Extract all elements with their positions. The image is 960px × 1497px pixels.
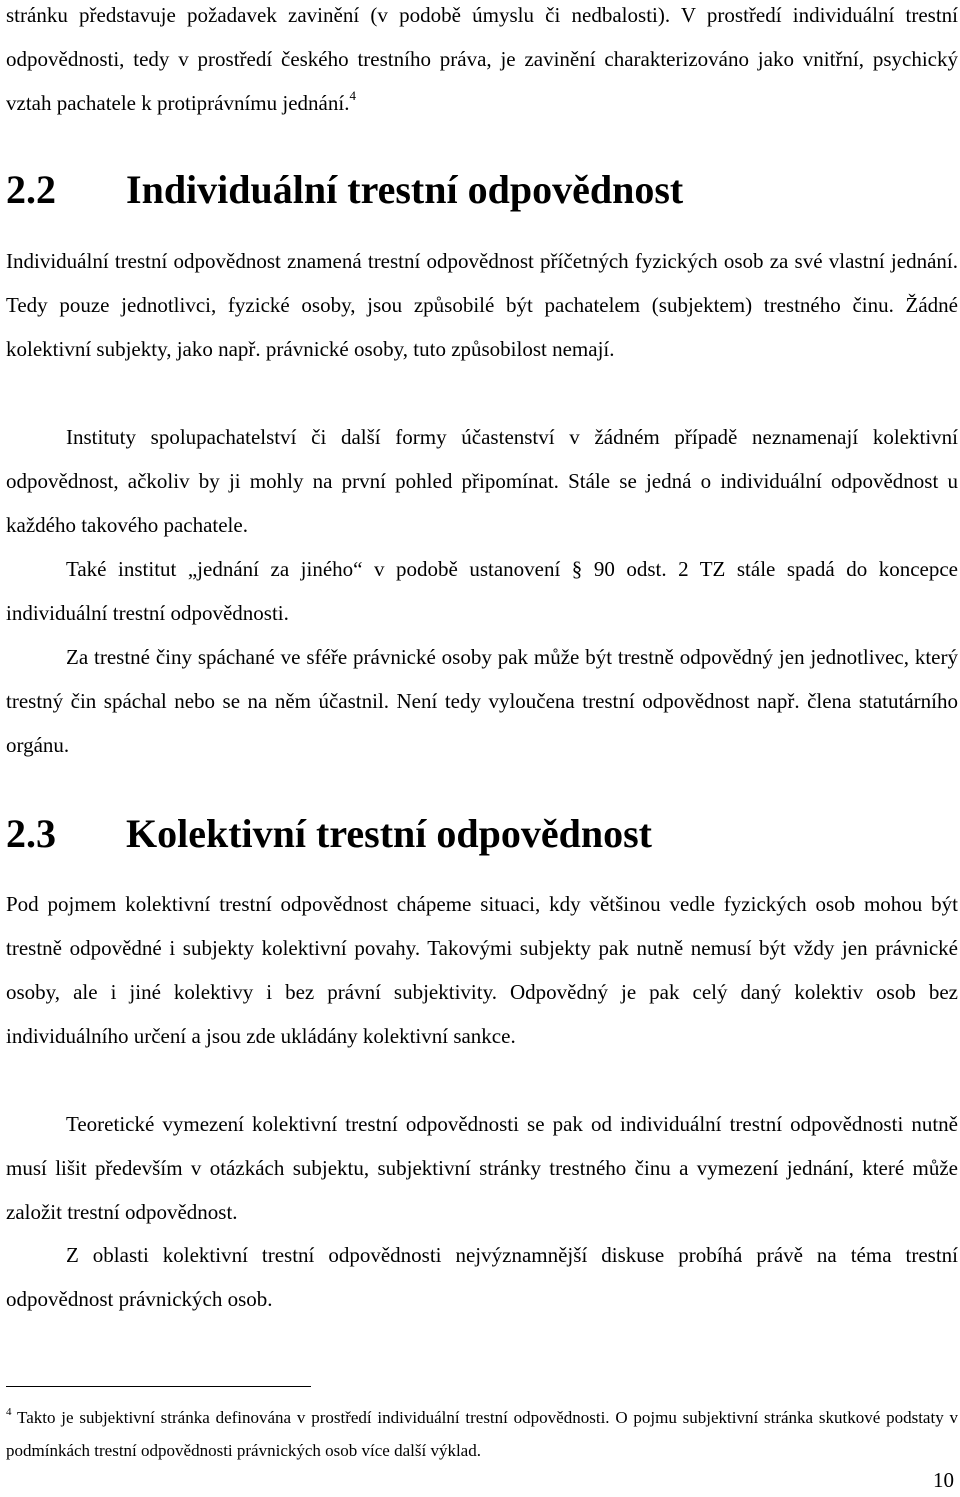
paragraph: Z oblasti kolektivní trestní odpovědnosti nejvýznamnější diskuse probíhá právě na téma trestní odpovědnost právnických osob. xyxy=(6,1243,958,1311)
paragraph: Pod pojmem kolektivní trestní odpovědnost chápeme situaci, kdy většinou vedle fyzických osob mohou být trestně odpovědné i subjekty kolektivní povahy. Takovými subjekty pak nutně nemusí být vždy jen právnické osoby, ale i jiné kolektivy i bez právní subjektivity. Odpovědný je pak celý daný kolektiv osob bez individuálního určení a jsou zde ukládány kolektivní sankce. xyxy=(6,892,958,1048)
paragraph: Teoretické vymezení kolektivní trestní odpovědnosti se pak od individuální trestní odpovědnosti nutně musí lišit především v otázkách subjektu, subjektivní stránky trestného činu a vymezení jednání, které může založit trestní odpovědnost. xyxy=(6,1112,958,1224)
section-title: Kolektivní trestní odpovědnost xyxy=(126,811,652,856)
section-heading-2-3 xyxy=(6,810,652,858)
footnote-text: Takto je subjektivní stránka definována v prostředí individuální trestní odpovědnosti. O pojmu subjektivní stránka skutkové podstaty v podmínkách trestní odpovědnosti právnických osob více další výklad. xyxy=(6,1408,958,1460)
section-heading-2-2 xyxy=(6,166,683,214)
footnote-marker: 4 xyxy=(6,1406,12,1418)
page-number: 10 xyxy=(933,1468,954,1492)
section-number: 2.3 xyxy=(6,811,56,856)
paragraph: Také institut „jednání za jiného“ v podobě ustanovení § 90 odst. 2 TZ stále spadá do koncepce individuální trestní odpovědnosti. xyxy=(6,557,958,625)
section-title: Individuální trestní odpovědnost xyxy=(126,167,684,212)
paragraph: Individuální trestní odpovědnost znamená trestní odpovědnost příčetných fyzických osob za své vlastní jednání. Tedy pouze jednotlivci, fyzické osoby, jsou způsobilé být pachatelem (subjektem) trestného činu. Žádné kolektivní subjekty, jako např. právnické osoby, tuto způsobilost nemají. xyxy=(6,249,958,361)
paragraph: Instituty spolupachatelství či další formy účastenství v žádném případě neznamenají kolektivní odpovědnost, ačkoliv by ji mohly na první pohled připomínat. Stále se jedná o individuální odpovědnost u každého takového pachatele. xyxy=(6,425,958,537)
paragraph: Za trestné činy spáchané ve sféře právnické osoby pak může být trestně odpovědný jen jednotlivec, který trestný čin spáchal nebo se na něm účastnil. Není tedy vyloučena trestní odpovědnost např. člena statutárního orgánu. xyxy=(6,645,958,757)
section-number: 2.2 xyxy=(6,167,56,212)
footnote-reference[interactable]: 4 xyxy=(349,88,356,103)
intro-paragraph xyxy=(6,0,958,125)
intro-paragraph-text: stránku představuje požadavek zavinění (v podobě úmyslu či nedbalosti). V prostředí individuální trestní odpovědnosti, tedy v prostředí českého trestního práva, je zavinění charakterizováno jako vnitřní, psychický vztah pachatele k protiprávnímu jednání. xyxy=(6,3,958,115)
footnote xyxy=(6,1401,958,1467)
footnote-separator xyxy=(6,1386,311,1387)
